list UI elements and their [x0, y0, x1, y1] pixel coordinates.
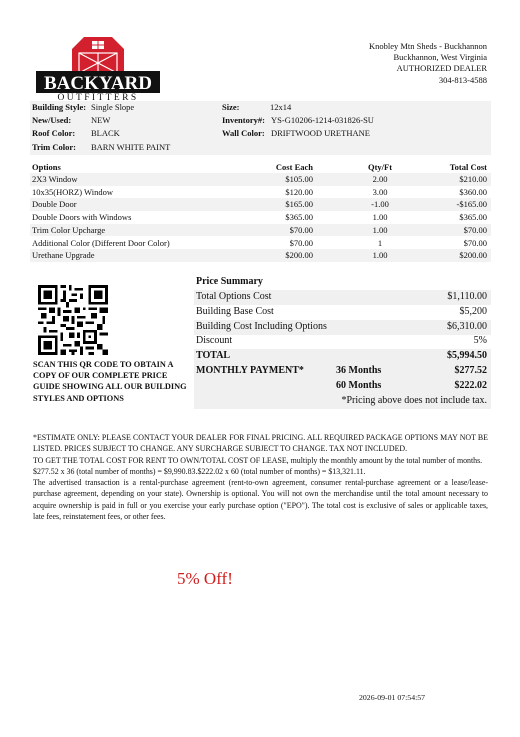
option-qty: 1 [377, 237, 383, 248]
discount-value: 5% [473, 335, 487, 346]
monthly-row-60 [194, 379, 491, 394]
incl-cost-row [194, 320, 491, 335]
wall-label: Wall Color: [222, 128, 265, 138]
table-row [30, 237, 491, 250]
term-36-value: $277.52 [454, 365, 487, 376]
disclaimer-estimate: *ESTIMATE ONLY: PLEASE CONTACT YOUR DEALER FOR FINAL PRICING. ALL REQUIRED PACKAGE OPTIONS MAY NOT BE LISTED. PRICES SUBJECT TO CHANGE. ANY SURCHARGE SUBJECT TO CHANGE. TAX NOT INCLUDED. [33, 433, 488, 454]
options-col-cost: Cost Each [275, 162, 313, 172]
table-row [30, 249, 491, 262]
option-qty: -1.00 [371, 199, 389, 210]
style-label: Building Style: [32, 102, 87, 112]
promo-text: 5% Off! [177, 569, 233, 588]
option-cost: $70.00 [289, 224, 313, 235]
term-60-label: 60 Months [336, 380, 382, 391]
disclaimer [33, 432, 488, 522]
price-summary-title: Price Summary [196, 276, 263, 287]
term-60-value: $222.02 [454, 380, 487, 391]
inventory-value: YS-G10206-1214-031826-SU [271, 115, 374, 125]
tax-note-row [194, 394, 491, 409]
base-cost-row [194, 305, 491, 320]
option-name: 10x35(HORZ) Window [32, 186, 113, 197]
option-name: Additional Color (Different Door Color) [32, 237, 170, 248]
table-row [30, 198, 491, 211]
new-used-value: NEW [91, 115, 111, 125]
option-cost: $165.00 [285, 199, 313, 210]
option-total: $210.00 [459, 174, 487, 184]
option-qty: 1.00 [372, 224, 388, 235]
size-value: 12x14 [270, 102, 292, 112]
trim-value: BARN WHITE PAINT [91, 142, 171, 152]
monthly-row-36 [194, 364, 491, 379]
base-cost-label: Building Base Cost [196, 306, 274, 317]
dealer-type: AUTHORIZED DEALER [396, 63, 487, 74]
total-options-row [194, 290, 491, 305]
total-options-value: $1,110.00 [447, 291, 487, 302]
options-col-qty: Qty/Ft [367, 162, 393, 172]
total-options-label: Total Options Cost [196, 291, 272, 302]
dealer-phone: 304-813-4588 [438, 74, 487, 85]
table-row [30, 211, 491, 224]
roof-label: Roof Color: [32, 128, 76, 138]
table-row [30, 186, 491, 199]
option-cost: $70.00 [289, 237, 313, 248]
inventory-label: Inventory#: [222, 115, 265, 125]
option-cost: $365.00 [285, 212, 313, 223]
option-total: $360.00 [459, 186, 487, 197]
base-cost-value: $5,200 [459, 306, 487, 317]
tax-note: *Pricing above does not include tax. [341, 395, 487, 406]
disclaimer-agreement: The advertised transaction is a rental-purchase agreement (rent-to-own agreement, consumer rental-purchase agreement or a lease/lease-purchase agreement, depending on your state). Ownership is optional. You will not own the merchandise until the total amount necessary to acquire ownership is paid in full or you exercise your early purchase option ("EPO"). The total cost is exclusive of sales or applicable taxes, late fees, reinstatement fees, or other fees. [33, 478, 488, 522]
option-total: -$165.00 [456, 199, 487, 210]
total-label: TOTAL [196, 350, 231, 361]
term-36-label: 36 Months [336, 365, 382, 376]
option-cost: $105.00 [285, 174, 313, 184]
option-qty: 3.00 [372, 186, 388, 197]
logo-sub-text: OUTFITTERS [57, 93, 139, 101]
option-name: Double Doors with Windows [32, 212, 132, 223]
logo-brand-text: BACKYARD [43, 73, 153, 94]
incl-cost-value: $6,310.00 [447, 321, 487, 332]
option-qty: 1.00 [372, 250, 388, 261]
timestamp: 2026-09-01 07:54:57 [359, 693, 426, 702]
backyard-outfitters-logo [34, 33, 162, 101]
disclaimer-rto: TO GET THE TOTAL COST FOR RENT TO OWN/TOTAL COST OF LEASE, multiply the monthly amount by the total number of months. [33, 455, 483, 465]
option-name: Urethane Upgrade [32, 250, 95, 261]
options-col-total: Total Cost [449, 162, 487, 172]
building-info [30, 101, 491, 155]
roof-value: BLACK [91, 128, 120, 138]
size-label: Size: [222, 102, 240, 112]
options-col-name: Options [32, 162, 61, 172]
table-row [30, 224, 491, 237]
style-value: Single Slope [91, 102, 135, 112]
option-qty: 2.00 [372, 174, 388, 184]
discount-label: Discount [196, 335, 233, 346]
trim-label: Trim Color: [32, 142, 76, 152]
qr-caption: SCAN THIS QR CODE TO OBTAIN A COPY OF OUR COMPLETE PRICE GUIDE SHOWING ALL OUR BUILDING STYLES AND OPTIONS [33, 360, 187, 403]
option-name: Trim Color Upcharge [32, 224, 106, 235]
dealer-info [369, 41, 487, 86]
new-used-label: New/Used: [32, 115, 72, 125]
option-cost: $200.00 [285, 250, 313, 261]
option-name: 2X3 Window [32, 174, 78, 184]
wall-value: DRIFTWOOD URETHANE [271, 128, 370, 138]
incl-cost-label: Building Cost Including Options [196, 321, 327, 332]
disclaimer-calc: $277.52 x 36 (total number of months) = $9,990.83.$222.02 x 60 (total number of months) = $13,321.11. [33, 466, 366, 476]
option-total: $70.00 [463, 224, 487, 235]
qr-code[interactable] [38, 285, 108, 355]
option-qty: 1.00 [372, 212, 388, 223]
option-total: $365.00 [459, 212, 487, 223]
option-total: $200.00 [459, 250, 487, 261]
total-value: $5,994.50 [447, 350, 487, 361]
option-cost: $120.00 [285, 186, 313, 197]
option-name: Double Door [32, 199, 77, 210]
dealer-name: Knobley Mtn Sheds - Buckhannon [368, 41, 487, 51]
table-row [30, 173, 491, 186]
total-row [194, 349, 491, 364]
dealer-city: Buckhannon, West Virginia [393, 52, 487, 63]
discount-row [194, 334, 491, 349]
monthly-payment-label: MONTHLY PAYMENT* [196, 365, 304, 376]
option-total: $70.00 [463, 237, 487, 248]
